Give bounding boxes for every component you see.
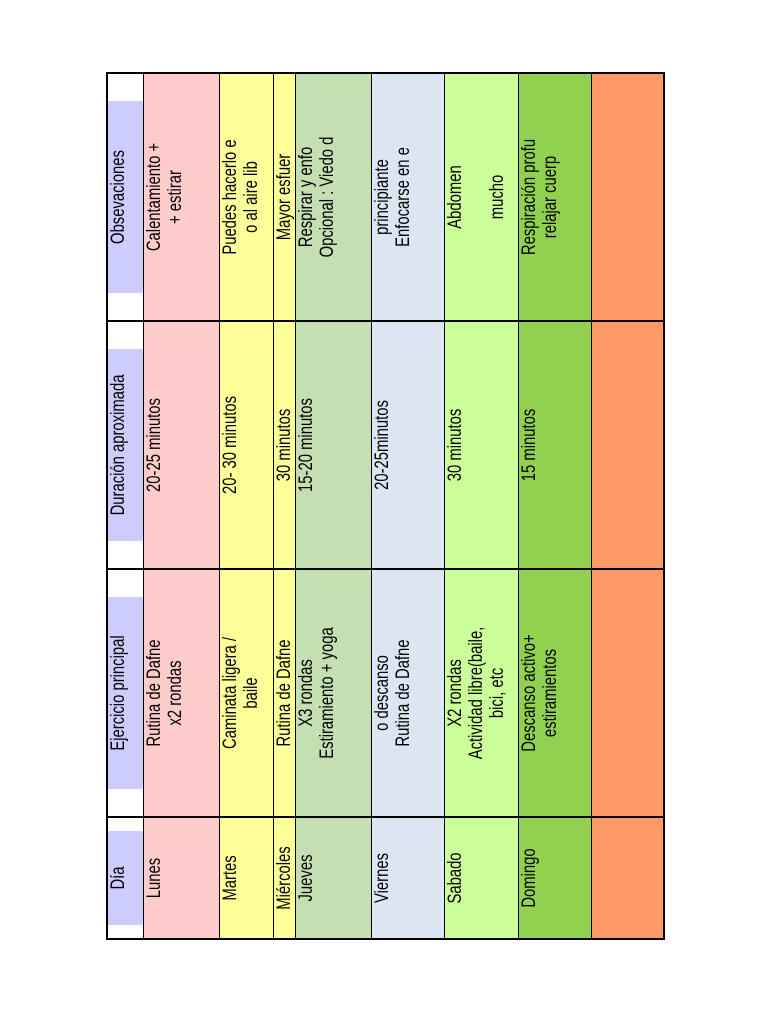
cell-ejercicio[interactable]: Caminata ligera / baile xyxy=(219,596,273,789)
cell-ejercicio[interactable] xyxy=(591,596,664,789)
table-row xyxy=(273,73,295,939)
table-row xyxy=(518,73,591,939)
cell-duracion[interactable]: 15-20 minutos xyxy=(295,348,371,541)
cell-duracion[interactable]: 15 minutos xyxy=(518,348,591,541)
cell-observaciones[interactable]: Respirar y enfo Opcional : Viedo d xyxy=(295,100,371,293)
header-ejercicio[interactable]: Ejercicio principal xyxy=(107,596,143,789)
cell-dia[interactable]: Viernes xyxy=(371,830,444,925)
cell-duracion[interactable] xyxy=(591,348,664,541)
weekly-exercise-table xyxy=(106,72,665,940)
cell-observaciones[interactable]: Abdomen mucho xyxy=(444,100,518,293)
table-row xyxy=(295,73,371,939)
header-observaciones[interactable]: Obsevaciones xyxy=(107,100,143,293)
cell-observaciones[interactable]: Mayor esfuer xyxy=(273,100,295,293)
cell-observaciones[interactable]: Calentamiento + + estirar xyxy=(143,100,219,293)
cell-ejercicio[interactable]: Descanso activo+ estiramientos xyxy=(518,596,591,789)
table-row-empty xyxy=(591,73,664,939)
cell-dia[interactable]: Martes xyxy=(219,830,273,925)
cell-duracion[interactable]: 20-25minutos xyxy=(371,348,444,541)
cell-observaciones[interactable]: Respiración profu relajar cuerp xyxy=(518,100,591,293)
cell-ejercicio[interactable]: Rutina de Dafne xyxy=(273,596,295,789)
table-row xyxy=(444,73,518,939)
table-row xyxy=(143,73,219,939)
table-row xyxy=(219,73,273,939)
cell-ejercicio[interactable]: X2 rondas Actividad libre(baile, bici, etc xyxy=(444,596,518,789)
cell-duracion[interactable]: 30 minutos xyxy=(444,348,518,541)
cell-dia[interactable]: Domingo xyxy=(518,830,591,925)
table-header-row xyxy=(107,73,143,939)
cell-duracion[interactable]: 20-25 minutos xyxy=(143,348,219,541)
cell-duracion[interactable]: 30 minutos xyxy=(273,348,295,541)
cell-observaciones[interactable] xyxy=(591,100,664,293)
table-row xyxy=(371,73,444,939)
cell-dia[interactable]: Lunes xyxy=(143,830,219,925)
cell-duracion[interactable]: 20- 30 minutos xyxy=(219,348,273,541)
header-duracion[interactable]: Duración aproximada xyxy=(107,348,143,541)
cell-observaciones[interactable]: principiante Enfocarse en e xyxy=(371,100,444,293)
cell-ejercicio[interactable]: X3 rondas Estiramiento + yoga xyxy=(295,596,371,789)
cell-observaciones[interactable]: Puedes hacerlo e o al aire lib xyxy=(219,100,273,293)
cell-dia[interactable]: Jueves xyxy=(295,830,371,925)
cell-ejercicio[interactable]: Rutina de Dafne x2 rondas xyxy=(143,596,219,789)
cell-dia[interactable]: Sabado xyxy=(444,830,518,925)
cell-ejercicio[interactable]: o descanso Rutina de Dafne xyxy=(371,596,444,789)
cell-dia[interactable]: Miércoles xyxy=(273,830,295,925)
header-dia[interactable]: Día xyxy=(107,830,143,925)
cell-dia[interactable] xyxy=(591,830,664,925)
